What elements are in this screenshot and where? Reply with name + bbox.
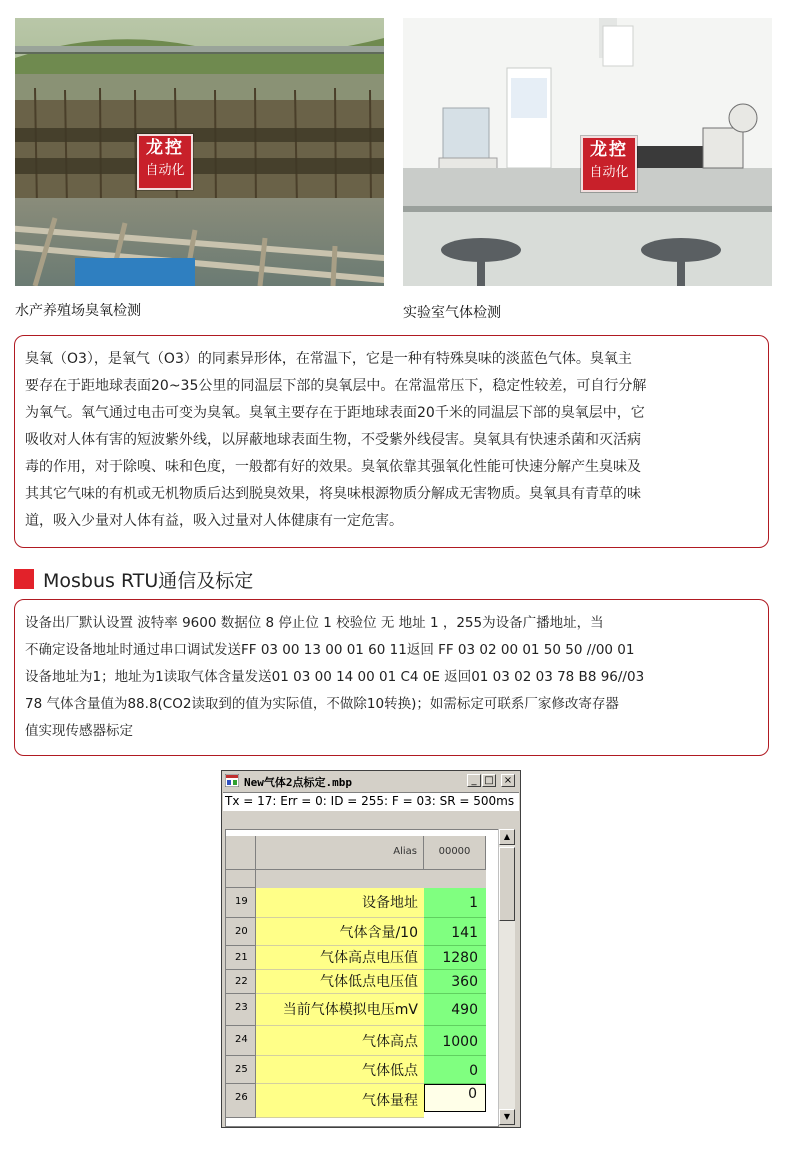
modbus-poll-window [221,770,521,1128]
intro-line: 其其它气味的有机或无机物质后达到脱臭效果，将臭味根源物质分解成无害物质。臭氧具有青草的味 [25,486,641,502]
corner-cell [226,836,256,870]
row-number: 23 [226,994,256,1026]
scroll-down-icon[interactable]: ▼ [499,1109,515,1125]
poll-status-line [223,792,519,811]
row-number: 22 [226,970,256,994]
window-title: New气体2点标定.mbp [244,776,352,789]
row-number: 26 [226,1084,256,1118]
register-label[interactable]: 气体高点 [256,1026,424,1056]
row-number: 21 [226,946,256,970]
intro-line: 要存在于距地球表面20~35公里的同温层下部的臭氧层中。在常温常压下，稳定性较差，可自行分解 [25,378,647,394]
ozone-intro-box [14,335,769,548]
row-number: 25 [226,1056,256,1084]
scroll-up-icon[interactable]: ▲ [499,829,515,845]
row-number: 24 [226,1026,256,1056]
grid-header [226,836,498,870]
badge-title: 龙控 [146,138,184,158]
intro-line: 吸收对人体有害的短波紫外线，以屏蔽地球表面生物，不受紫外线侵害。臭氧具有快速杀菌和灭活病 [25,432,641,448]
register-label[interactable]: 气体量程 [256,1084,424,1118]
intro-line: 道，吸入少量对人体有益，吸入过量对人体健康有一定危害。 [25,513,403,529]
intro-line: 臭氧（O3），是氧气（O3）的同素异形体，在常温下，它是一种有特殊臭味的淡蓝色气体。臭氧主 [25,351,632,367]
vertical-scrollbar[interactable] [498,829,515,1125]
aquaculture-photo [15,18,384,286]
register-value[interactable]: 490 [424,994,486,1026]
scroll-thumb[interactable] [499,847,515,921]
laboratory-photo [403,18,772,286]
badge-subtitle: 自动化 [145,163,185,178]
modbus-line: 不确定设备地址时通过串口调试发送FF 03 00 13 00 01 60 11返回 FF 03 02 00 01 50 50 //00 01 [25,642,635,658]
window-titlebar[interactable] [223,772,519,790]
modbus-line: 值实现传感器标定 [25,723,133,739]
register-value[interactable]: 360 [424,970,486,994]
register-label[interactable]: 当前气体模拟电压mV [256,994,424,1026]
register-label[interactable]: 设备地址 [256,888,424,918]
register-value[interactable]: 1 [424,888,486,918]
section-title: Mosbus RTU通信及标定 [43,570,254,592]
intro-line: 为氧气。氧气通过电击可变为臭氧。臭氧主要存在于距地球表面20千米的同温层下部的臭氧层中，它 [25,405,645,421]
brand-badge [581,136,637,192]
poll-status-text: Tx = 17: Err = 0: ID = 255: F = 03: SR = 500ms [225,794,515,808]
laboratory-caption: 实验室气体检测 [403,305,501,321]
register-label[interactable]: 气体低点 [256,1056,424,1084]
modbus-line: 设备地址为1；地址为1读取气体含量发送01 03 00 14 00 01 C4 0E 返回01 03 02 03 78 B8 96//03 [25,669,645,685]
register-label[interactable]: 气体低点电压值 [256,970,424,994]
row-number: 19 [226,888,256,918]
section-marker-icon [14,569,34,589]
register-value[interactable]: 1000 [424,1026,486,1056]
register-value[interactable]: 141 [424,918,486,946]
modbus-line: 设备出厂默认设置 波特率 9600 数据位 8 停止位 1 校验位 无 地址 1 ，255为设备广播地址，当 [25,615,604,631]
row-number: 20 [226,918,256,946]
modbus-line: 78 气体含量值为88.8(CO2读取到的值为实际值，不做除10转换)；如需标定可联系厂家修改寄存器 [25,696,619,712]
register-label[interactable]: 气体高点电压值 [256,946,424,970]
badge-title: 龙控 [590,140,628,160]
blank-row [256,870,486,888]
maximize-button[interactable]: □ [482,774,496,787]
app-icon [225,774,239,787]
alias-header: Alias [256,836,424,870]
intro-line: 毒的作用，对于除嗅、味和色度，一般都有好的效果。臭氧依靠其强氧化性能可快速分解产生臭味及 [25,459,641,475]
aquaculture-caption: 水产养殖场臭氧检测 [15,303,141,319]
register-value-selected[interactable]: 0 [424,1084,486,1112]
register-label[interactable]: 气体含量/10 [256,918,424,946]
register-grid [225,829,499,1127]
close-button[interactable]: × [501,774,515,787]
minimize-button[interactable]: _ [467,774,481,787]
column-header[interactable]: 00000 [424,836,486,870]
badge-subtitle: 自动化 [589,165,629,180]
register-value[interactable]: 0 [424,1056,486,1084]
modbus-info-box [14,599,769,756]
brand-badge [137,134,193,190]
blank-row-header [226,870,256,888]
register-value[interactable]: 1280 [424,946,486,970]
